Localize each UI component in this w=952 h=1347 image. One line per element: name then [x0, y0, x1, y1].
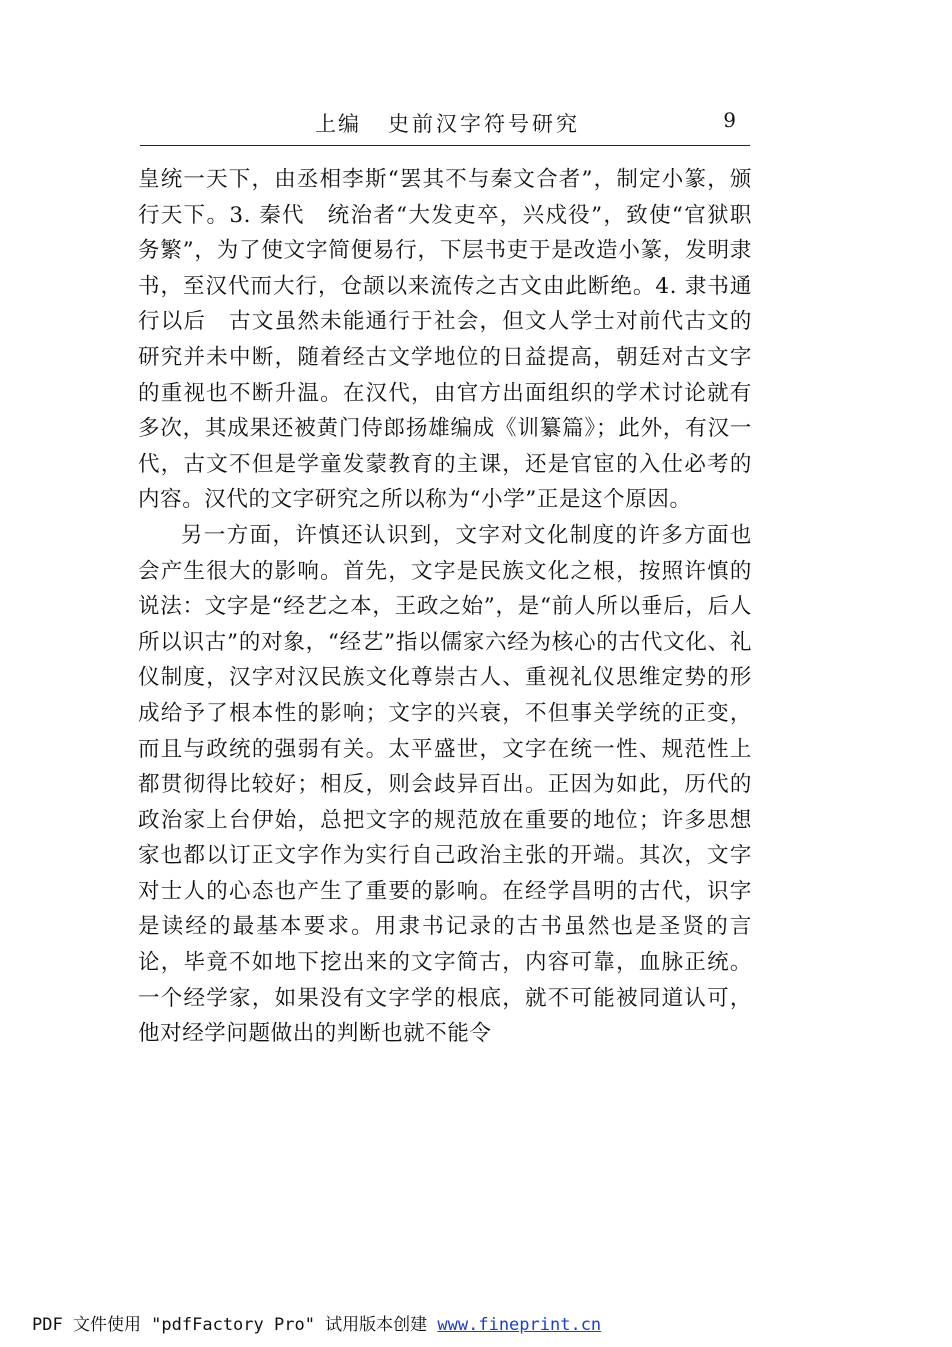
footer-text: PDF 文件使用 "pdfFactory Pro" 试用版本创建: [32, 1315, 438, 1335]
footer-link[interactable]: www.fineprint.cn: [437, 1315, 602, 1335]
header-divider: [140, 145, 750, 146]
body-text: [138, 162, 752, 1052]
page-header: [140, 108, 750, 142]
header-section-label: 上编: [315, 112, 361, 136]
pdf-footer-watermark: [32, 1310, 601, 1335]
paragraph-1: 皇统一天下，由丞相李斯“罢其不与秦文合者”，制定小篆，颁行天下。3. 秦代 统治者“大发吏卒，兴戍役”，致使“官狱职务繁”，为了使文字简便易行，下层书吏于是改造小篆，发明隶书，至汉代而大行，仓颉以来流传之古文由此断绝。4. 隶书通行以后 古文虽然未能通行于社会，但文人学士对前代古文的研究并未中断，随着经古文学地位的日益提高，朝廷对古文字的重视也不断升温。在汉代，由官方出面组织的学术讨论就有多次，其成果还被黄门侍郎扬雄编成《训纂篇》；此外，有汉一代，古文不但是学童发蒙教育的主课，还是官宦的入仕必考的内容。汉代的文字研究之所以称为“小学”正是这个原因。: [138, 167, 752, 513]
header-chapter-title: 史前汉字符号研究: [388, 112, 580, 136]
page-number: 9: [723, 108, 736, 132]
paragraph-2: 另一方面，许慎还认识到，文字对文化制度的许多方面也会产生很大的影响。首先，文字是民族文化之根，按照许慎的说法：文字是“经艺之本，王政之始”，是“前人所以垂后，后人所以识古”的对象，“经艺”指以儒家六经为核心的古代文化、礼仪制度，汉字对汉民族文化尊崇古人、重视礼仪思维定势的形成给予了根本性的影响；文字的兴衰，不但事关学统的正变，而且与政统的强弱有关。太平盛世，文字在统一性、规范性上都贯彻得比较好；相反，则会歧异百出。正因为如此，历代的政治家上台伊始，总把文字的规范放在重要的地位；许多思想家也都以订正文字作为实行自己政治主张的开端。其次，文字对士人的心态也产生了重要的影响。在经学昌明的古代，识字是读经的最基本要求。用隶书记录的古书虽然也是圣贤的言论，毕竟不如地下挖出来的文字简古，内容可靠，血脉正统。一个经学家，如果没有文字学的根底，就不可能被同道认可，他对经学问题做出的判断也就不能令: [138, 522, 752, 1047]
